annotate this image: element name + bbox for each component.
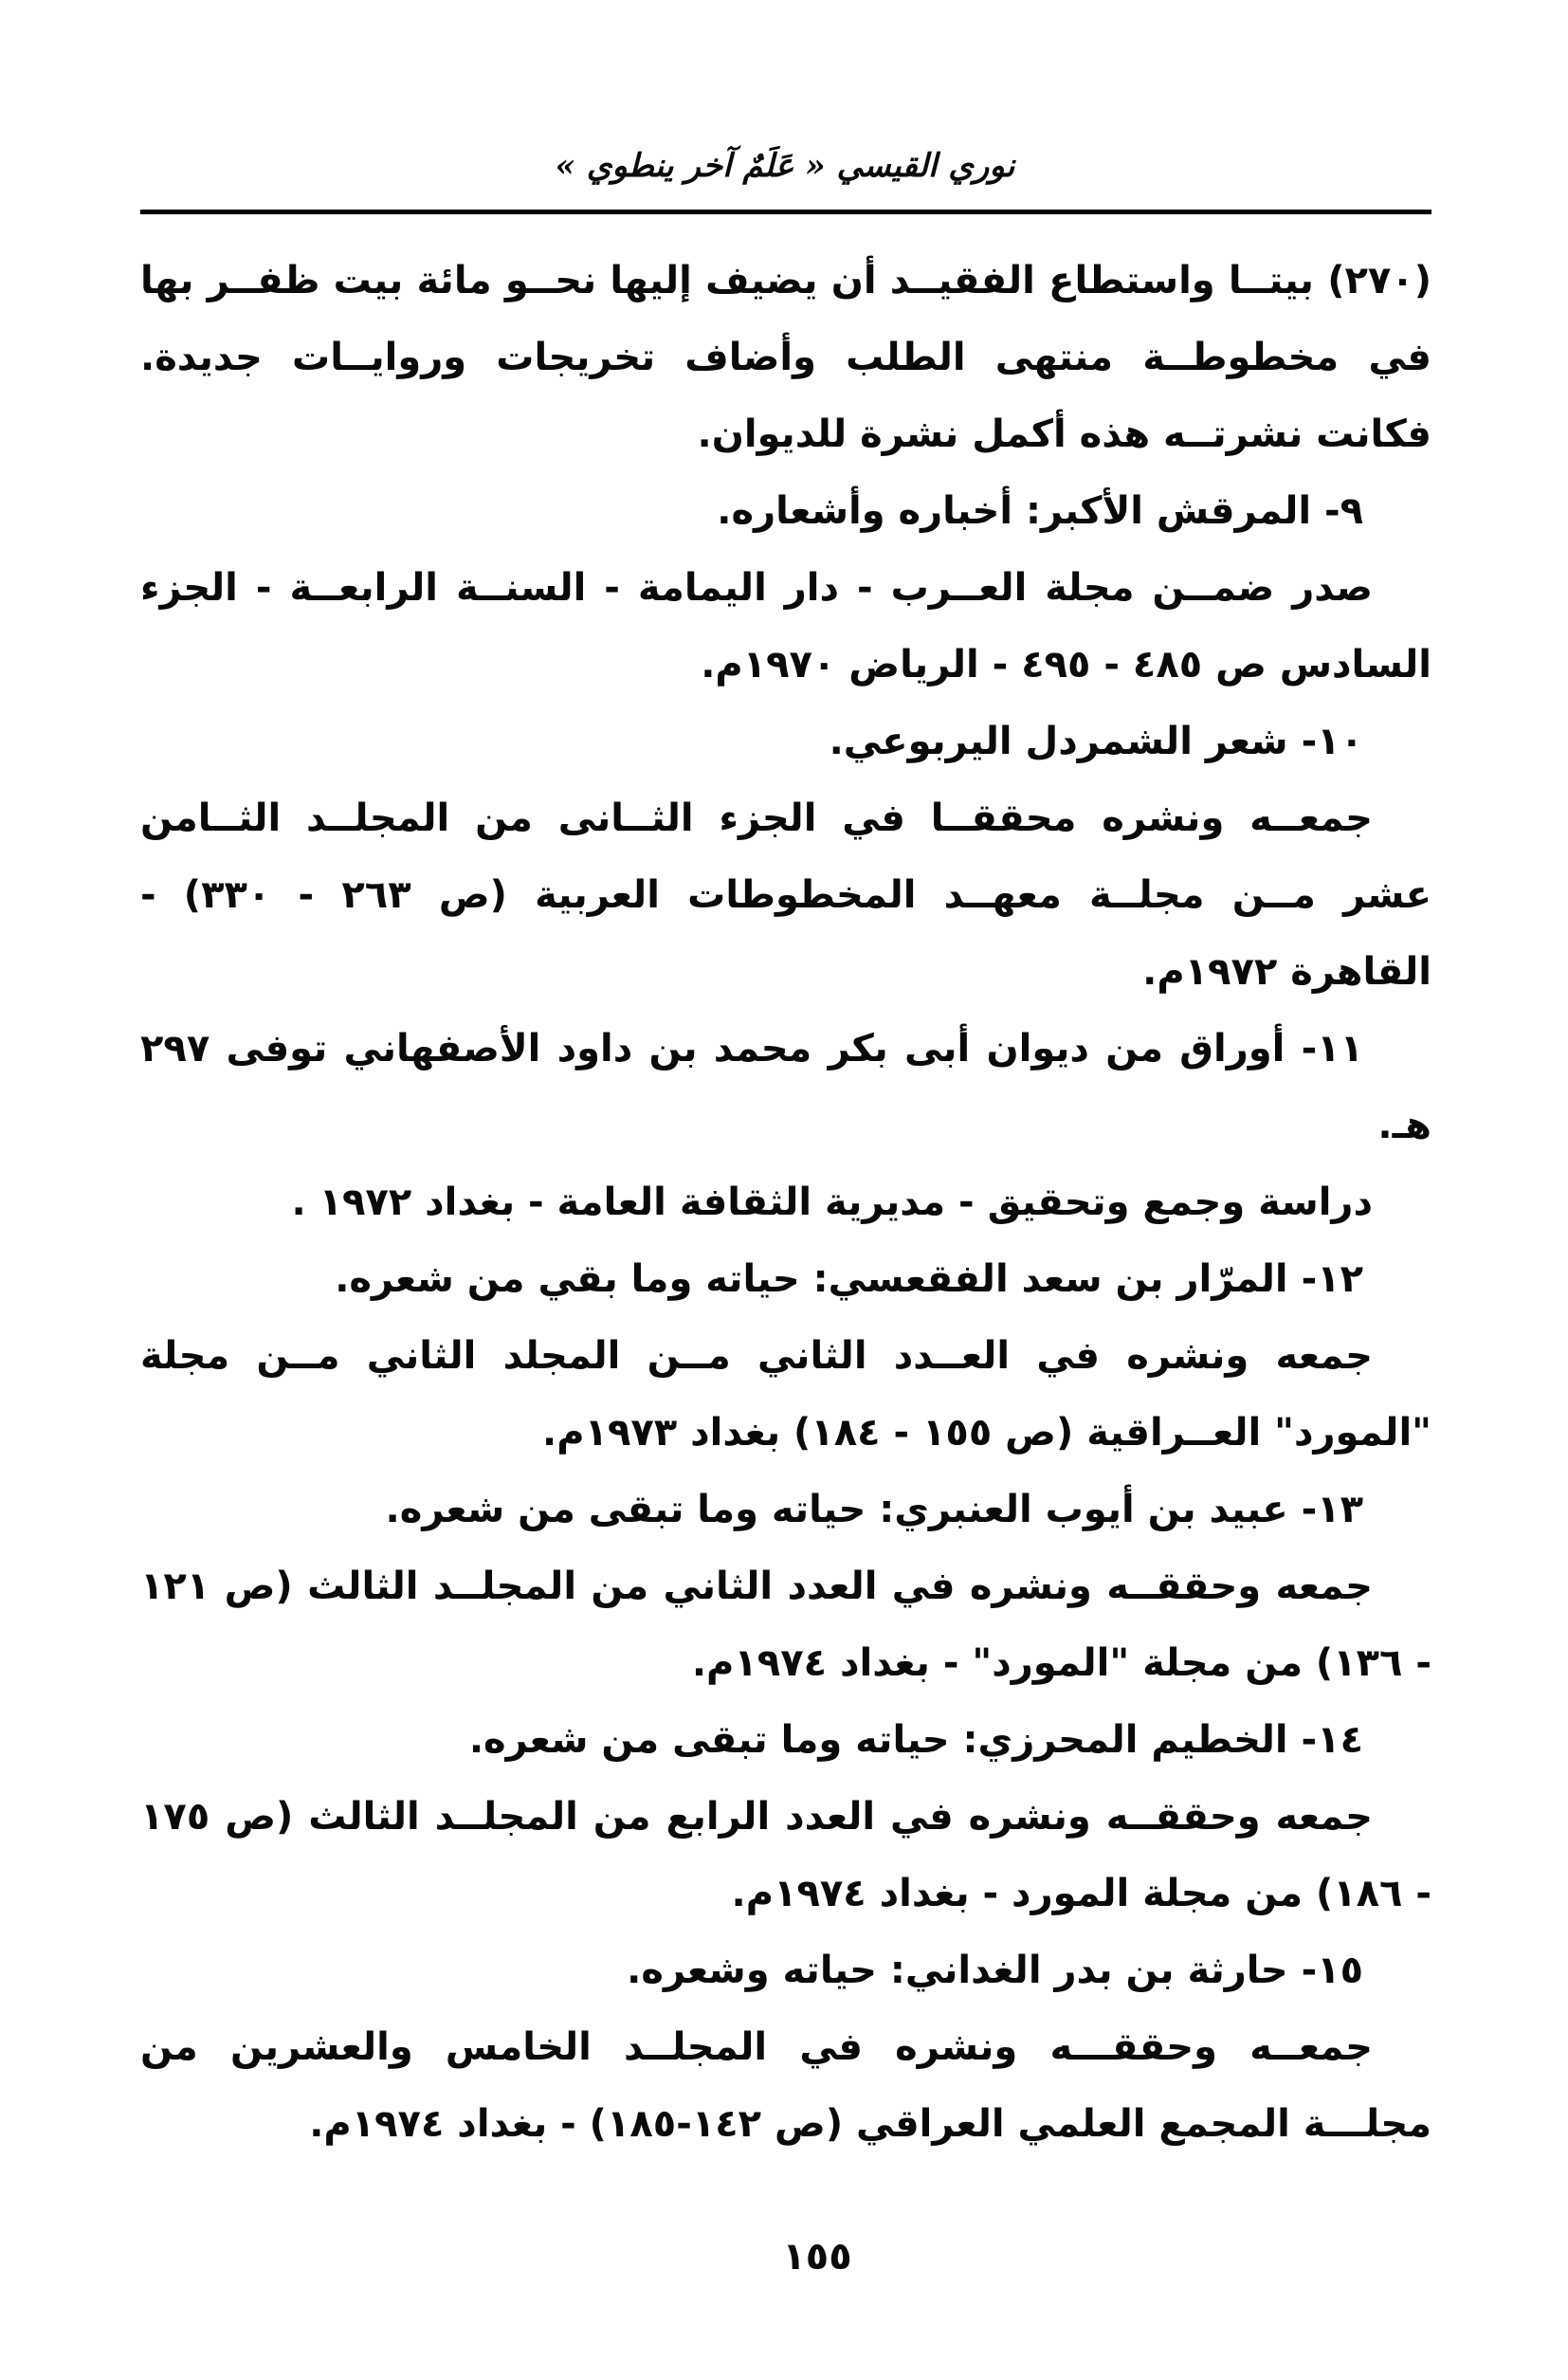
header-divider-rule <box>140 210 1431 214</box>
bibliography-item-12-description: جمعه ونشره في العــدد الثاني مــن المجلد الثاني مــن مجلة "المورد" العــراقية (ص ١٥٥ - ١٨٤) بغداد ١٩٧٣م. <box>140 1334 1431 1455</box>
bibliography-item-9-title: ٩- المرقش الأكبر: أخباره وأشعاره. <box>717 489 1363 533</box>
bibliography-item-9-description: صدر ضمــن مجلة العــرب - دار اليمامة - السنــة الرابعــة - الجزء السادس ص ٤٨٥ - ٤٩٥ - الرياض ١٩٧٠م. <box>140 566 1431 687</box>
continuation-paragraph: (٢٧٠) بيتــا واستطاع الفقيــد أن يضيف إليها نحــو مائة بيت ظفــر بها في مخطوطــة منتهى الطلب وأضاف تخريجات وروايــات جديدة. فكانت نشرتــه هذه أكمل نشرة للديوان. <box>140 259 1431 456</box>
bibliography-item-10-title: ١٠- شعر الشمردل اليربوعي. <box>829 720 1363 763</box>
running-header-title: نوري القيسي « عَلَمٌ آخر ينطوي » <box>555 147 1015 185</box>
bibliography-item-15-description: جمعــه وحققـــه ونشره في المجلــد الخامس والعشرين من مجلـــة المجمع العلمي العراقي (ص ١٤٢-١٨٥) - بغداد ١٩٧٤م. <box>140 2025 1431 2146</box>
page-body <box>140 243 1431 2163</box>
bibliography-item-14-title: ١٤- الخطيم المحرزي: حياته وما تبقى من شعره. <box>468 1718 1363 1762</box>
bibliography-item-13-title: ١٣- عبيد بن أيوب العنبري: حياته وما تبقى من شعره. <box>385 1488 1363 1531</box>
bibliography-item-14-description: جمعه وحققــه ونشره في العدد الرابع من المجلــد الثالث (ص ١٧٥ - ١٨٦) من مجلة المورد - بغداد ١٩٧٤م. <box>140 1795 1431 1915</box>
bibliography-item-11-title: ١١- أوراق من ديوان أبى بكر محمد بن داود الأصفهاني توفى ٢٩٧ هـ. <box>140 1027 1431 1147</box>
bibliography-item-11-description: دراسة وجمع وتحقيق - مديرية الثقافة العامة - بغداد ١٩٧٢ . <box>291 1181 1373 1224</box>
bibliography-item-13-description: جمعه وحققــه ونشره في العدد الثاني من المجلــد الثالث (ص ١٢١ - ١٣٦) من مجلة "المورد" - بغداد ١٩٧٤م. <box>140 1565 1431 1685</box>
page-number: ١٥٥ <box>782 2235 852 2279</box>
bibliography-item-10-description: جمعــه ونشره محققــا في الجزء الثــانى من المجلــد الثــامن عشر مــن مجلــة معهــد المخطوطات العربية (ص ٢٦٣ - ٣٣٠) - القاهرة ١٩٧٢م. <box>140 796 1431 994</box>
bibliography-item-12-title: ١٢- المرّار بن سعد الفقعسي: حياته وما بقي من شعره. <box>335 1257 1363 1301</box>
bibliography-item-15-title: ١٥- حارثة بن بدر الغداني: حياته وشعره. <box>627 1949 1363 1992</box>
page-number-footer <box>0 2230 1568 2283</box>
